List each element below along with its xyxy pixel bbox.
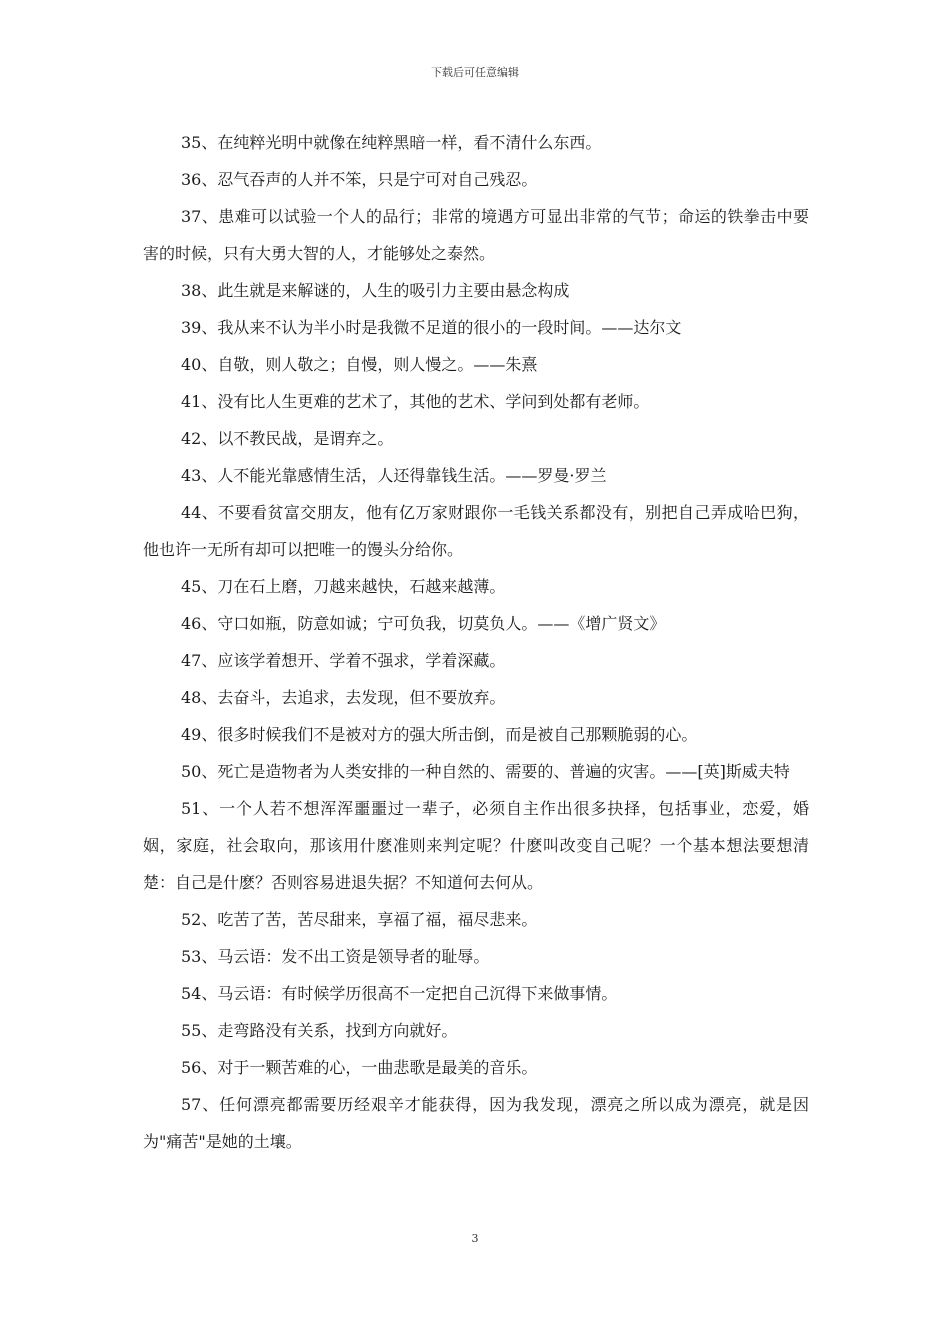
document-body — [143, 124, 809, 1160]
page-header: 下载后可任意编辑 — [431, 66, 519, 79]
quote-paragraph: 36、忍气吞声的人并不笨，只是宁可对自己残忍。 — [181, 170, 538, 189]
quote-paragraph: 56、对于一颗苦难的心，一曲悲歌是最美的音乐。 — [181, 1058, 538, 1077]
quote-paragraph: 43、人不能光靠感情生活，人还得靠钱生活。——罗曼·罗兰 — [181, 466, 607, 485]
quote-paragraph: 52、吃苦了苦，苦尽甜来，享福了福，福尽悲来。 — [181, 910, 538, 929]
quote-paragraph: 57、任何漂亮都需要历经艰辛才能获得，因为我发现，漂亮之所以成为漂亮，就是因为"痛苦"是她的土壤。 — [143, 1095, 809, 1151]
quote-paragraph: 44、不要看贫富交朋友，他有亿万家财跟你一毛钱关系都没有，别把自己弄成哈巴狗，他也许一无所有却可以把唯一的馒头分给你。 — [143, 503, 809, 559]
quote-paragraph: 54、马云语：有时候学历很高不一定把自己沉得下来做事情。 — [181, 984, 618, 1003]
quote-paragraph: 41、没有比人生更难的艺术了，其他的艺术、学问到处都有老师。 — [181, 392, 650, 411]
quote-paragraph: 47、应该学着想开、学着不强求，学着深藏。 — [181, 651, 506, 670]
quote-paragraph: 35、在纯粹光明中就像在纯粹黑暗一样，看不清什么东西。 — [181, 133, 602, 152]
quote-paragraph: 40、自敬，则人敬之；自慢，则人慢之。——朱熹 — [181, 355, 538, 374]
quote-paragraph: 51、一个人若不想浑浑噩噩过一辈子，必须自主作出很多抉择，包括事业，恋爱，婚姻，家庭，社会取向，那该用什麽准则来判定呢？什麽叫改变自己呢？一个基本想法要想清楚：自己是什麽？否则容易进退失据？不知道何去何从。 — [143, 799, 809, 892]
quote-paragraph: 49、很多时候我们不是被对方的强大所击倒，而是被自己那颗脆弱的心。 — [181, 725, 698, 744]
quote-paragraph: 42、以不教民战，是谓弃之。 — [181, 429, 394, 448]
quote-paragraph: 46、守口如瓶，防意如诚；宁可负我，切莫负人。——《增广贤文》 — [181, 614, 666, 633]
quote-paragraph: 45、刀在石上磨，刀越来越快，石越来越薄。 — [181, 577, 506, 596]
quote-paragraph: 38、此生就是来解谜的，人生的吸引力主要由悬念构成 — [181, 281, 570, 300]
quote-paragraph: 50、死亡是造物者为人类安排的一种自然的、需要的、普遍的灾害。——[英]斯威夫特 — [181, 762, 790, 781]
quote-paragraph: 37、患难可以试验一个人的品行；非常的境遇方可显出非常的气节；命运的铁拳击中要害的时候，只有大勇大智的人，才能够处之泰然。 — [143, 207, 809, 263]
quote-paragraph: 39、我从来不认为半小时是我微不足道的很小的一段时间。——达尔文 — [181, 318, 682, 337]
quote-paragraph: 55、走弯路没有关系，找到方向就好。 — [181, 1021, 458, 1040]
quote-paragraph: 48、去奋斗，去追求，去发现，但不要放弃。 — [181, 688, 506, 707]
page-number: 3 — [471, 1232, 479, 1245]
quote-paragraph: 53、马云语：发不出工资是领导者的耻辱。 — [181, 947, 490, 966]
